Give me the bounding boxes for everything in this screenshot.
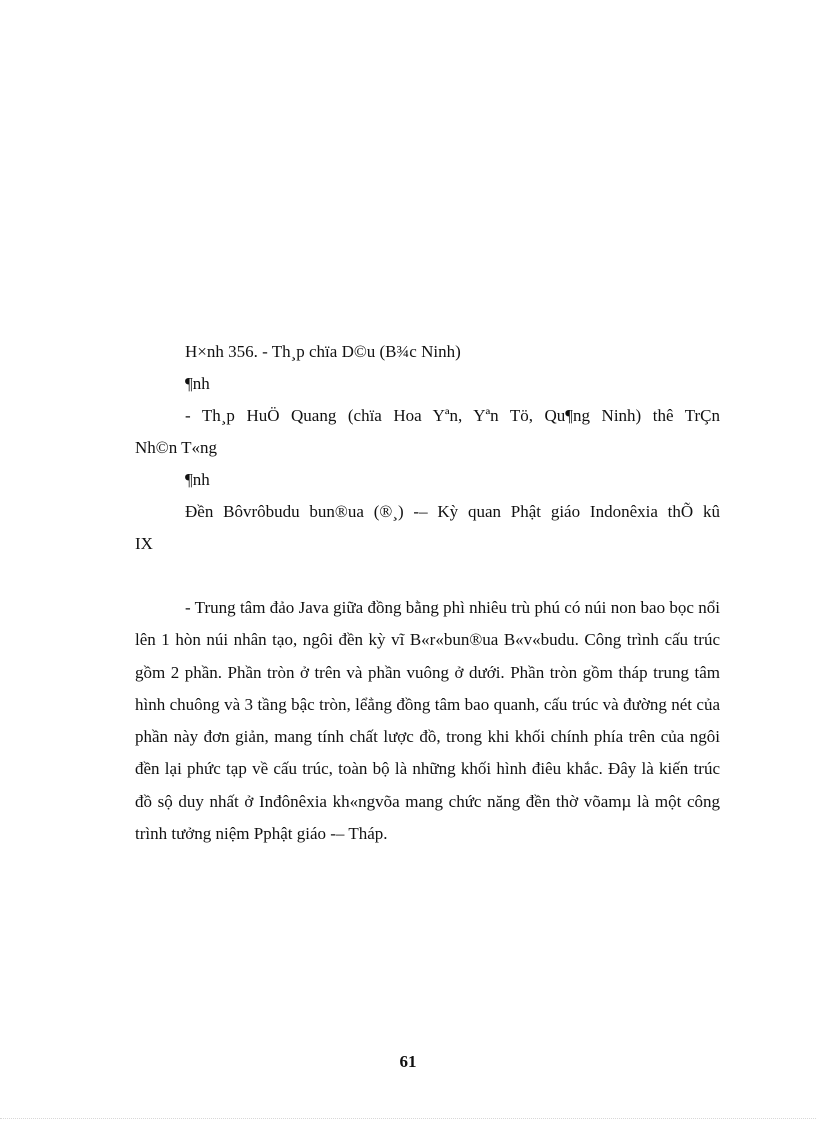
- caption-hue-quang-line-2: Nh©n T«ng: [135, 438, 218, 457]
- caption-hue-quang-line-1: - Th¸p HuÖ Quang (chïa Hoa Yªn, Yªn Tö, Qu¶ng Ninh) thê TrÇn: [185, 406, 720, 425]
- page-bottom-divider: [0, 1118, 816, 1119]
- caption-borobudur: [135, 496, 720, 528]
- figure-captions: [135, 336, 720, 560]
- caption-photo-label-2: ¶nh: [185, 470, 210, 489]
- caption-borobudur-line-1: Đền Bôvrôbudu bun®ua (®¸) -– Kỳ quan Phật giáo Indonêxia thÕ kû: [185, 502, 720, 521]
- body-paragraph: [135, 592, 720, 850]
- caption-figure-356: H×nh 356. - Th¸p chïa D©u (B¾c Ninh): [185, 342, 461, 361]
- page-number: 61: [399, 1052, 417, 1071]
- borobudur-description: - Trung tâm đảo Java giữa đồng bằng phì nhiêu trù phú có núi non bao bọc nổi lên 1 hòn núi nhân tạo, ngôi đền kỳ vĩ B«r«bun®ua B«v«budu. Công trình cấu trúc gồm 2 phần. Phần tròn ở trên và phần vuông ở dưới. Phần tròn gồm tháp trung tâm hình chuông và 3 tầng bậc tròn, lểẳng đồng tâm bao quanh, cấu trúc và đường nét của phần này đơn giản, mang tính chất lược đồ, trong khi khối chính phía trên của ngôi đền lại phức tạp về cấu trúc, toàn bộ là những khối hình điêu khắc. Đây là kiến trúc đồ sộ duy nhất ở Inđônêxia kh«ngvõa mang chức năng đền thờ võamµ là một công trình tưởng niệm Pphật giáo -– Tháp.: [135, 598, 720, 844]
- caption-hue-quang-tower: [135, 400, 720, 432]
- caption-borobudur-line-2: IX: [135, 534, 153, 553]
- caption-photo-label-1: ¶nh: [185, 374, 210, 393]
